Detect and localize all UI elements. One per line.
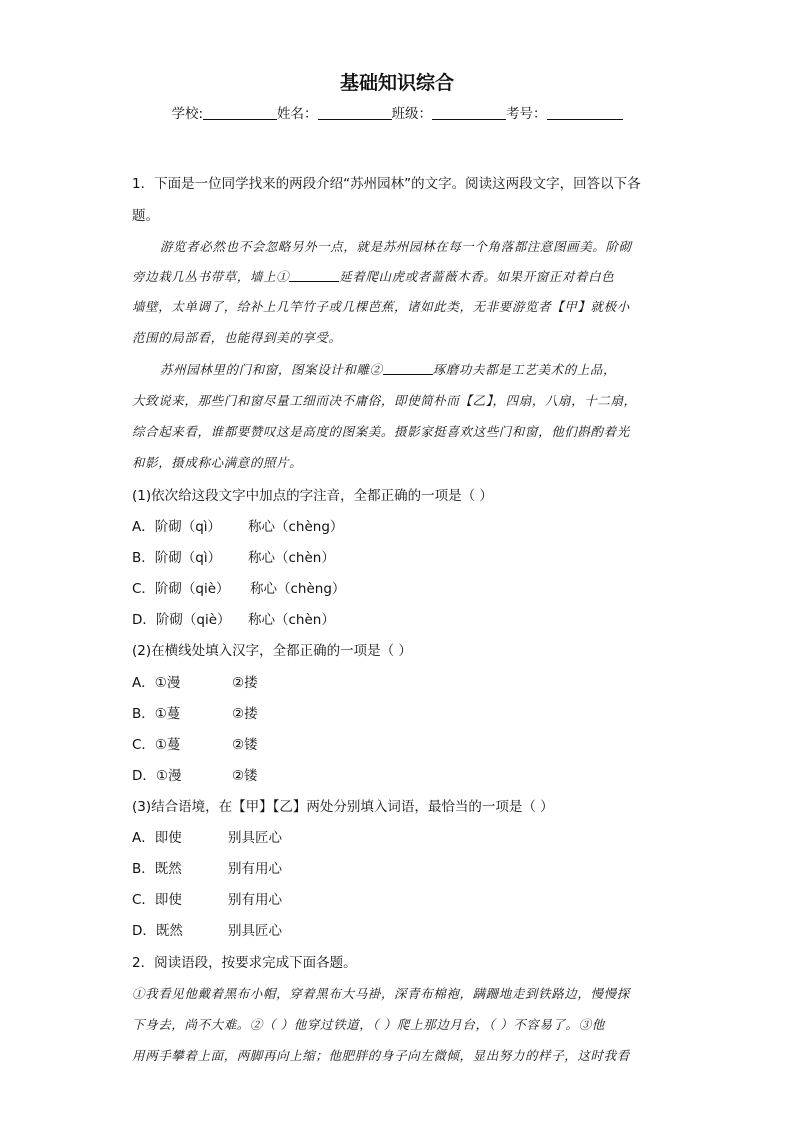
q1-passage1-line1: 游览者必然也不会忽略另外一点，就是苏州园林在每一个角落都注意图画美。阶砌 <box>160 239 632 254</box>
school-blank[interactable] <box>203 105 277 120</box>
option-text-2: 别具匠心 <box>228 923 282 939</box>
q1-passage1-line3: 墙壁，太单调了，给补上几竿竹子或几棵芭蕉，诸如此类，无非要游览者【甲】就极小 <box>132 299 630 314</box>
option-text-2: 别有用心 <box>228 861 282 877</box>
option-text-2: ②搂 <box>232 706 258 722</box>
q1-sub2-option-b[interactable] <box>132 702 258 722</box>
option-text: B．①蔓 <box>132 706 181 722</box>
blank-1[interactable] <box>289 269 339 282</box>
q1-passage2-line3: 综合起来看，谁都要赞叹这是高度的图案美。摄影家挺喜欢这些门和窗，他们斟酌着光 <box>132 424 630 439</box>
option-text-2: 称心（chèn） <box>248 550 335 566</box>
q1-sub3-option-c[interactable] <box>132 888 282 908</box>
q1-passage1-line2 <box>132 267 614 285</box>
q1-stem-line1: 1．下面是一位同学找来的两段介绍“苏州园林”的文字。阅读这两段文字，回答以下各 <box>132 176 641 192</box>
q1-sub3-option-b[interactable] <box>132 857 282 877</box>
name-label: 姓名： <box>277 106 318 122</box>
option-text-2: 别具匠心 <box>228 830 282 846</box>
q1-stem-line2: 题。 <box>132 208 159 224</box>
option-text-2: 别有用心 <box>228 892 282 908</box>
q1-sub3-option-a[interactable] <box>132 826 282 846</box>
school-label: 学校: <box>171 106 204 122</box>
q1-sub1-option-b[interactable] <box>132 546 335 566</box>
exam-no-blank[interactable] <box>547 105 623 120</box>
option-text-2: ②镂 <box>232 737 258 753</box>
option-text-2: 称心（chèn） <box>248 612 335 628</box>
option-text: D．既然 <box>132 923 183 939</box>
page-title: 基础知识综合 <box>339 72 454 94</box>
option-text: C．即使 <box>132 892 182 908</box>
q1-passage2-line2: 大致说来，那些门和窗尽量工细而决不庸俗，即使简朴而【乙】，四扇，八扇，十二扇， <box>132 393 637 408</box>
q1-passage2-line1 <box>160 360 616 378</box>
option-text: D．①漫 <box>132 768 182 784</box>
q1-sub2-option-c[interactable] <box>132 733 258 753</box>
passage1-line2-start: 旁边栽几丛书带草，墙上① <box>132 269 290 284</box>
q1-sub2-option-d[interactable] <box>132 764 258 784</box>
option-text-2: 称心（chèng） <box>248 519 344 535</box>
q2-passage-line2: 下身去，尚不大难。②（ ）他穿过铁道，（ ）爬上那边月台，（ ）不容易了。③他 <box>132 1017 605 1032</box>
passage1-line2-end: 延着爬山虎或者蔷薇木香。如果开窗正对着白色 <box>339 269 615 284</box>
student-info-row <box>0 102 794 122</box>
option-text: B．既然 <box>132 861 182 877</box>
q1-sub1-option-c[interactable] <box>132 577 346 597</box>
option-text: D．阶砌（qiè） <box>132 612 231 628</box>
q1-sub1-option-d[interactable] <box>132 608 335 628</box>
q2-passage-line1: ①我看见他戴着黑布小帽，穿着黑布大马褂，深青布棉袍，蹒跚地走到铁路边，慢慢探 <box>132 986 630 1001</box>
q1-sub3-option-d[interactable] <box>132 919 282 939</box>
q1-passage2-line4: 和影，摄成称心满意的照片。 <box>132 455 303 470</box>
exam-no-label: 考号： <box>506 106 547 122</box>
option-text-2: ②镂 <box>232 768 258 784</box>
option-text: A．①漫 <box>132 675 181 691</box>
class-label: 班级： <box>391 106 433 122</box>
q2-stem: 2．阅读语段，按要求完成下面各题。 <box>132 955 357 971</box>
q1-sub2-option-a[interactable] <box>132 671 258 691</box>
q1-passage1-line4: 范围的局部看，也能得到美的享受。 <box>132 330 342 345</box>
q1-sub2-stem: (2)在横线处填入汉字，全都正确的一项是（ ） <box>132 643 412 659</box>
option-text: A．阶砌（qì） <box>132 519 222 535</box>
q1-sub1-option-a[interactable] <box>132 515 344 535</box>
option-text: A．即使 <box>132 830 182 846</box>
q2-passage-line3: 用两手攀着上面，两脚再向上缩；他肥胖的身子向左微倾，显出努力的样子，这时我看 <box>132 1048 630 1063</box>
q1-sub3-stem: (3)结合语境，在【甲】【乙】两处分别填入词语，最恰当的一项是（ ） <box>132 799 554 815</box>
passage2-line1-start: 苏州园林里的门和窗，图案设计和雕② <box>160 362 383 377</box>
blank-2[interactable] <box>383 362 433 375</box>
class-blank[interactable] <box>432 105 506 120</box>
option-text-2: ②搂 <box>232 675 258 691</box>
option-text: C．①蔓 <box>132 737 181 753</box>
passage2-line1-end: 琢磨功夫都是工艺美术的上品， <box>432 362 617 377</box>
option-text: C．阶砌（qiè） <box>132 581 230 597</box>
option-text: B．阶砌（qì） <box>132 550 222 566</box>
option-text-2: 称心（chèng） <box>250 581 346 597</box>
name-blank[interactable] <box>318 105 392 120</box>
q1-sub1-stem: (1)依次给这段文字中加点的字注音，全都正确的一项是（ ） <box>132 488 493 504</box>
